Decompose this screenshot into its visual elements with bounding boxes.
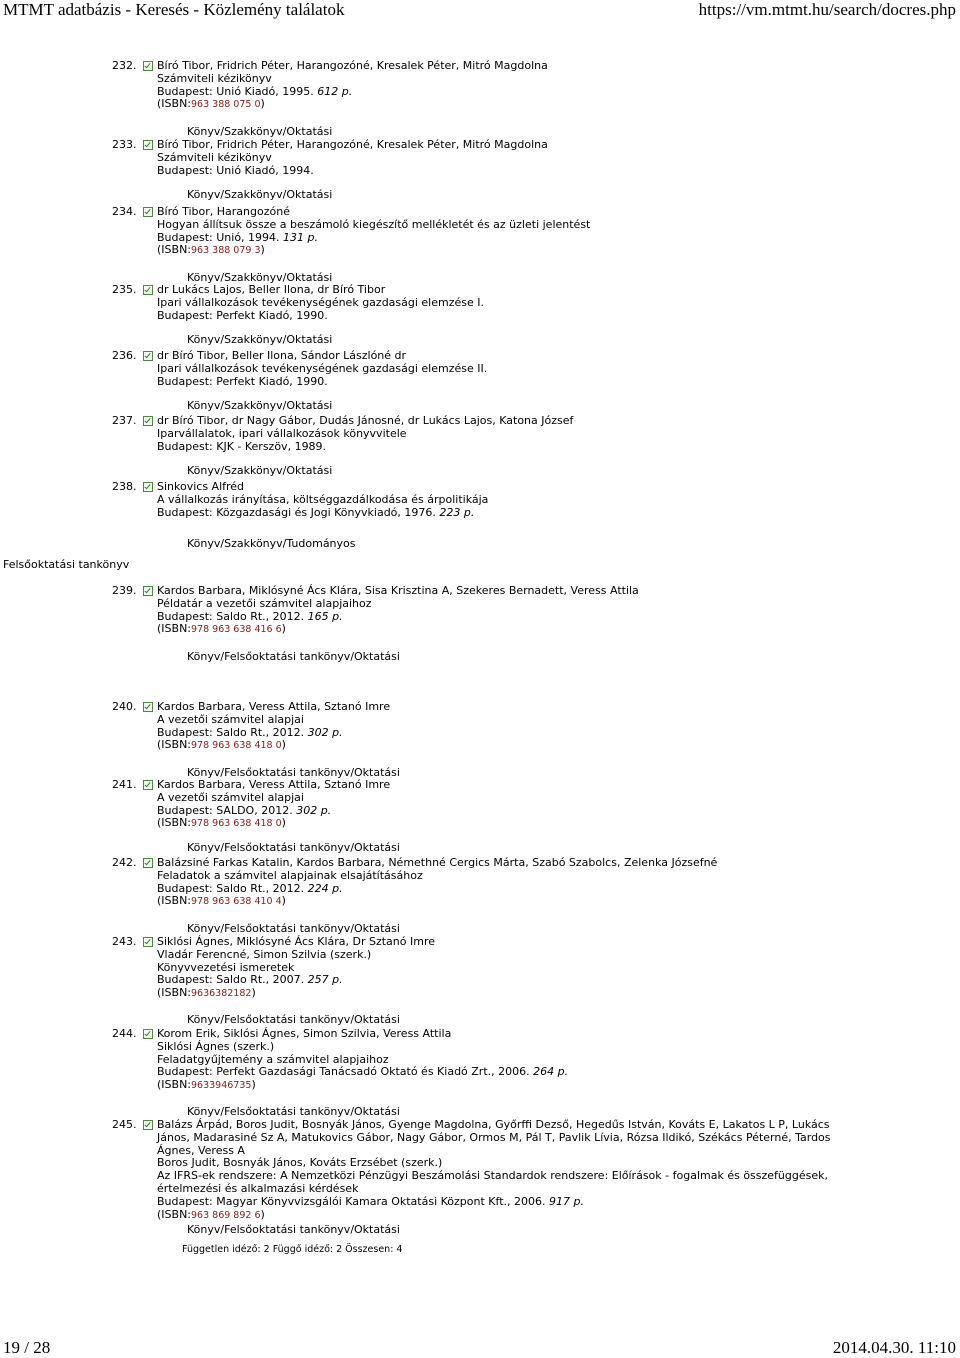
entry-pages: 302 p. [307,725,343,739]
entry-body [157,1119,852,1222]
checkbox-checked-icon[interactable] [143,416,153,426]
entry-body [157,585,852,637]
entry-category: Könyv/Felsőoktatási tankönyv/Oktatási [187,922,400,935]
entry-category: Könyv/Szakkönyv/Oktatási [187,271,333,284]
entry-authors: Kardos Barbara, Veress Attila, Sztanó Imre [157,700,391,713]
entry-number: 242. [112,856,137,869]
entry-isbn-line: (ISBN:978 963 638 410 4) [157,894,286,908]
publication-entry [112,857,852,909]
entry-body [157,284,852,322]
checkbox-checked-icon[interactable] [143,1029,153,1039]
entry-isbn: 978 963 638 418 0 [191,740,282,752]
checkbox-checked-icon[interactable] [143,285,153,295]
entry-pages: 131 p. [283,230,319,244]
page-url[interactable]: https://vm.mtmt.hu/search/docres.php [698,0,956,19]
checkbox-checked-icon[interactable] [143,351,153,361]
publication-entry [112,1028,852,1093]
entry-title-line: Könyvvezetési ismeretek [157,960,295,974]
citation-summary: Független idéző: 2 Függő idéző: 2 Összesen: 4 [182,1244,403,1255]
entry-body [157,857,852,909]
entry-publisher: Budapest: Perfekt Kiadó, 1990. [157,374,328,388]
entry-isbn-line: (ISBN:978 963 638 418 0) [157,816,286,830]
entry-category: Könyv/Felsőoktatási tankönyv/Oktatási [187,650,400,663]
page-title: MTMT adatbázis - Keresés - Közlemény találatok [3,0,345,19]
entry-category: Könyv/Szakkönyv/Oktatási [187,188,333,201]
entry-pages: 257 p. [307,973,343,987]
entry-title-line: A vezetői számvitel alapjai [157,712,304,726]
entry-pages: 612 p. [317,84,353,98]
publication-entry [112,350,852,388]
page-header [0,0,960,24]
entry-publisher: Budapest: Közgazdasági és Jogi Könyvkiadó, 1976. [157,505,436,519]
entry-authors: dr Bíró Tibor, dr Nagy Gábor, Dudás Jánosné, dr Lukács Lajos, Katona József [157,414,574,427]
entry-category: Könyv/Felsőoktatási tankönyv/Oktatási [187,841,400,854]
entry-isbn-line: (ISBN:963 388 079 3) [157,243,265,257]
entry-pages: 302 p. [296,803,332,817]
checkbox-checked-icon[interactable] [143,1120,153,1130]
checkbox-checked-icon[interactable] [143,858,153,868]
entry-number: 238. [112,480,137,493]
entry-title-line: Ipari vállalkozások tevékenységének gazdasági elemzése I. [157,295,485,309]
entry-isbn: 963 869 892 6 [191,1209,261,1221]
entry-authors: dr Bíró Tibor, Beller Ilona, Sándor Lászlóné dr [157,349,407,362]
entry-category: Könyv/Felsőoktatási tankönyv/Oktatási [187,1013,400,1026]
entry-body [157,415,852,453]
entry-title-line: Feladatok a számvitel alapjainak elsajátításához [157,868,423,882]
entry-title-line: Vladár Ferencné, Simon Szilvia (szerk.) [157,947,372,961]
entry-isbn-line: (ISBN:963 869 892 6) [157,1207,265,1221]
entry-publisher: Budapest: SALDO, 2012. [157,803,293,817]
entry-isbn: 963 388 079 3 [191,245,261,257]
entry-title-line: Feladatgyűjtemény a számvitel alapjaihoz [157,1052,389,1066]
entry-authors: Siklósi Ágnes, Miklósyné Ács Klára, Dr Sztanó Imre [157,935,436,948]
entry-publisher-line [157,727,852,740]
checkbox-checked-icon[interactable] [143,780,153,790]
checkbox-checked-icon[interactable] [143,140,153,150]
entry-isbn-line: (ISBN:9633946735) [157,1078,256,1092]
entry-category: Könyv/Szakkönyv/Oktatási [187,399,333,412]
entry-publisher: Budapest: Saldo Rt., 2012. [157,881,305,895]
entry-title-line: Hogyan állítsuk össze a beszámoló kiegészítő mellékletét és az üzleti jelentést [157,217,591,231]
entry-publisher: Budapest: Unió, 1994. [157,230,280,244]
entry-body [157,60,852,112]
entry-body [157,481,852,519]
publication-entry [112,284,852,322]
entry-title-line: A vállalkozás irányítása, költséggazdálkodása és árpolitikája [157,492,489,506]
entry-publisher-line [157,376,852,389]
entry-publisher-line [157,1196,852,1209]
entry-pages: 224 p. [307,881,343,895]
entry-body [157,701,852,753]
entry-authors: Kardos Barbara, Veress Attila, Sztanó Imre [157,778,391,791]
entry-authors: Korom Erik, Siklósi Ágnes, Simon Szilvia, Veress Attila [157,1027,452,1040]
print-datetime: 2014.04.30. 11:10 [832,1338,956,1357]
entry-isbn-line: (ISBN:978 963 638 418 0) [157,738,286,752]
entry-publisher-line [157,507,852,520]
entry-isbn-line: (ISBN:978 963 638 416 6) [157,622,286,636]
entry-body [157,779,852,831]
entry-body [157,936,852,1001]
entry-publisher: Budapest: Perfekt Kiadó, 1990. [157,308,328,322]
section-label: Felsőoktatási tankönyv [3,558,130,571]
publication-entry [112,206,852,258]
entry-authors: Balázs Árpád, Boros Judit, Bosnyák János, Gyenge Magdolna, Győrffi Dezső, Hegedűs István, Kováts E, Lakatos L P, Lukács János, Madarasiné Sz A, Matukovics Gábor, Nagy Gábor, Ormos M, Pál T, Pavlik Lívia, Rózsa Ildikó, Székács Péterné, Tardos Ágnes, Veress A [157,1118,831,1157]
entry-category: Könyv/Szakkönyv/Oktatási [187,333,333,346]
publication-entry [112,139,852,177]
entry-publisher-line [157,974,852,987]
entry-publisher: Budapest: KJK - Kerszöv, 1989. [157,439,327,453]
entry-pages: 264 p. [533,1065,569,1079]
entry-number: 236. [112,349,137,362]
entry-title-line: Iparvállalatok, ipari vállalkozások könyvvitele [157,426,407,440]
publication-entry [112,701,852,753]
entry-authors: Bíró Tibor, Fridrich Péter, Harangozóné, Kresalek Péter, Mitró Magdolna [157,138,548,151]
publication-entry [112,415,852,453]
publication-entry [112,936,852,1001]
entry-publisher-line [157,310,852,323]
entry-title-line: Boros Judit, Bosnyák János, Kováts Erzsébet (szerk.) [157,1156,443,1170]
entry-publisher: Budapest: Saldo Rt., 2012. [157,725,305,739]
publication-entry [112,779,852,831]
entry-category: Könyv/Felsőoktatási tankönyv/Oktatási [187,766,400,779]
entry-authors: Kardos Barbara, Miklósyné Ács Klára, Sisa Krisztina A, Szekeres Bernadett, Veress Attila [157,584,639,597]
entry-category: Könyv/Szakkönyv/Oktatási [187,464,333,477]
entry-authors: Bíró Tibor, Harangozóné [157,205,290,218]
publication-entry [112,60,852,112]
entry-isbn: 978 963 638 418 0 [191,818,282,830]
entry-body [157,1028,852,1093]
publication-entry [112,585,852,637]
entry-category: Könyv/Felsőoktatási tankönyv/Oktatási [187,1223,400,1236]
entry-title-line: Az IFRS-ek rendszere: A Nemzetközi Pénzügyi Beszámolási Standardok rendszere: Előírások - fogalmak és összefüggések, értelmezési és alkalmazási kérdések [157,1169,828,1195]
entry-title-line: Siklósi Ágnes (szerk.) [157,1039,275,1053]
entry-isbn: 9633946735 [191,1080,252,1092]
entry-publisher: Budapest: Unió Kiadó, 1995. [157,84,314,98]
entry-number: 241. [112,778,137,791]
entry-publisher: Budapest: Saldo Rt., 2012. [157,609,305,623]
entry-category: Könyv/Felsőoktatási tankönyv/Oktatási [187,1105,400,1118]
publication-entry [112,1119,852,1222]
entry-publisher-line [157,805,852,818]
entry-authors: dr Lukács Lajos, Beller Ilona, dr Bíró Tibor [157,283,386,296]
entry-isbn: 963 388 075 0 [191,99,261,111]
entry-isbn: 978 963 638 416 6 [191,624,282,636]
checkbox-checked-icon[interactable] [143,207,153,217]
entry-number: 233. [112,138,137,151]
entry-pages: 165 p. [307,609,343,623]
entry-publisher: Budapest: Saldo Rt., 2007. [157,973,305,987]
entry-title-line: Számviteli kézikönyv [157,71,272,85]
checkbox-checked-icon[interactable] [143,61,153,71]
entry-category: Könyv/Szakkönyv/Tudományos [187,537,356,550]
checkbox-checked-icon[interactable] [143,482,153,492]
checkbox-checked-icon[interactable] [143,586,153,596]
entry-title-line: A vezetői számvitel alapjai [157,790,304,804]
entry-category: Könyv/Szakkönyv/Oktatási [187,125,333,138]
entry-number: 239. [112,584,137,597]
entry-publisher-line [157,165,852,178]
entry-title-line: Példatár a vezetői számvitel alapjaihoz [157,596,372,610]
entry-publisher-line [157,883,852,896]
entry-number: 240. [112,700,137,713]
entry-isbn: 978 963 638 410 4 [191,896,282,908]
entry-authors: Bíró Tibor, Fridrich Péter, Harangozóné, Kresalek Péter, Mitró Magdolna [157,59,548,72]
entry-isbn-line: (ISBN:963 388 075 0) [157,97,265,111]
checkbox-checked-icon[interactable] [143,702,153,712]
entry-authors: Balázsiné Farkas Katalin, Kardos Barbara, Némethné Cergics Márta, Szabó Szabolcs, Zelenka Józsefné [157,856,718,869]
entry-publisher: Budapest: Magyar Könyvvizsgálói Kamara Oktatási Központ Kft., 2006. [157,1194,546,1208]
entry-isbn: 9636382182 [191,988,252,1000]
entry-body [157,350,852,388]
entry-pages: 223 p. [439,505,475,519]
entry-body [157,206,852,258]
entry-publisher: Budapest: Perfekt Gazdasági Tanácsadó Oktató és Kiadó Zrt., 2006. [157,1065,530,1079]
entry-body [157,139,852,177]
entry-authors: Sinkovics Alfréd [157,480,245,493]
entry-publisher-line [157,1066,852,1079]
entry-title-line: Számviteli kézikönyv [157,150,272,164]
page-footer [0,1338,960,1357]
entry-number: 234. [112,205,137,218]
entry-number: 235. [112,283,137,296]
checkbox-checked-icon[interactable] [143,937,153,947]
entry-number: 232. [112,59,137,72]
entry-number: 245. [112,1118,137,1131]
page-number: 19 / 28 [3,1338,51,1357]
entry-publisher-line [157,441,852,454]
entry-publisher-line [157,611,852,624]
entry-number: 243. [112,935,137,948]
entry-title-line: Ipari vállalkozások tevékenységének gazdasági elemzése II. [157,361,488,375]
entry-number: 237. [112,414,137,427]
entry-publisher: Budapest: Unió Kiadó, 1994. [157,163,314,177]
entry-isbn-line: (ISBN:9636382182) [157,986,256,1000]
entry-number: 244. [112,1027,137,1040]
publication-entry [112,481,852,519]
entry-pages: 917 p. [549,1194,584,1208]
